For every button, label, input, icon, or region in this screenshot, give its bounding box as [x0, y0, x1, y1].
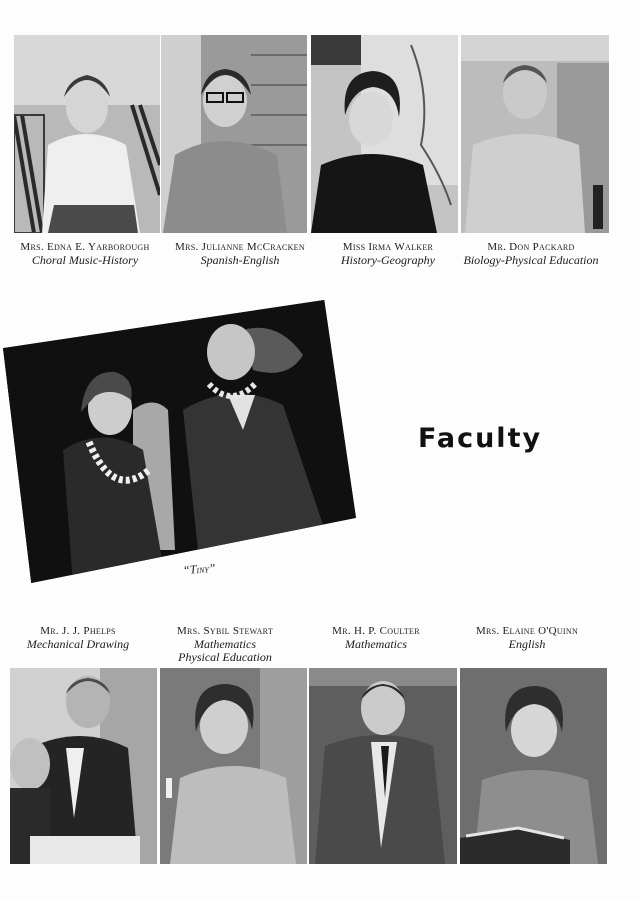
teacher-name: Mr. Don Packard [487, 241, 575, 253]
caption-oquinn [452, 625, 602, 651]
teacher-subject: English [508, 637, 546, 651]
teacher-subject-2: Physical Education [178, 650, 272, 664]
photo-packard [461, 35, 609, 233]
caption-coulter [304, 625, 448, 651]
caption-phelps [6, 625, 150, 651]
teacher-name: Mr. H. P. Coulter [332, 625, 420, 637]
teacher-subject: Biology-Physical Education [463, 253, 599, 267]
photo-stewart [160, 668, 307, 864]
photo-walker [311, 35, 458, 233]
teacher-name: Mrs. Edna E. Yarborough [20, 241, 150, 253]
page-title: Faculty [418, 423, 543, 454]
caption-mccracken [162, 241, 318, 267]
teacher-subject: Mathematics [345, 637, 407, 651]
teacher-name: Mrs. Elaine O'Quinn [475, 625, 579, 637]
teacher-name: Mrs. Julianne McCracken [175, 241, 305, 253]
teacher-name: Mr. J. J. Phelps [40, 625, 116, 637]
teacher-name: Miss Irma Walker [342, 241, 434, 253]
teacher-subject: Mathematics [194, 637, 256, 651]
photo-phelps [10, 668, 157, 864]
photo-oquinn [460, 668, 607, 864]
caption-walker [318, 241, 458, 267]
photo-yarborough [14, 35, 160, 233]
caption-packard [454, 241, 608, 267]
teacher-subject: Spanish-English [200, 253, 280, 267]
photo-coulter [309, 668, 457, 864]
caption-tiny: “Tiny” [182, 560, 216, 578]
photo-mccracken [161, 35, 307, 233]
teacher-subject: Choral Music-History [31, 253, 139, 267]
teacher-subject: History-Geography [341, 253, 435, 267]
caption-stewart [152, 625, 298, 664]
caption-yarborough [10, 241, 160, 267]
teacher-name: Mrs. Sybil Stewart [176, 625, 274, 637]
photo-tiny [3, 300, 356, 583]
teacher-subject: Mechanical Drawing [26, 637, 130, 651]
